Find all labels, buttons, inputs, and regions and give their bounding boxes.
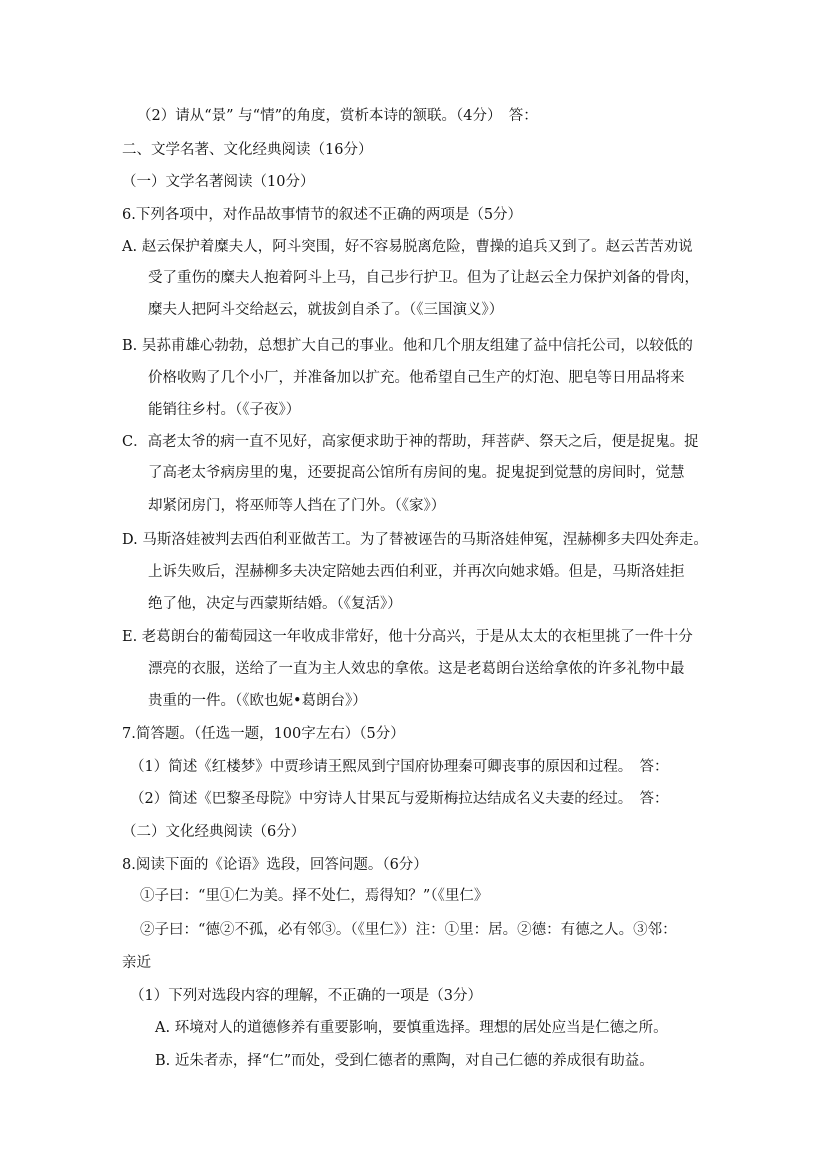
section-heading-2: 二、文学名著、文化经典阅读（16分） (122, 142, 373, 158)
question-8-option-b: B. 近朱者赤，择“仁”而处，受到仁德者的熏陶，对自己仁德的养成很有助益。 (155, 1053, 654, 1069)
analects-excerpt-2-cont: 亲近 (122, 955, 151, 971)
option-c-line-2: 了高老太爷病房里的鬼，还要捉高公馆所有房间的鬼。捉鬼捉到觉慧的房间时，觉慧 (148, 465, 685, 481)
question-8-option-a: A. 环境对人的道德修养有重要影响，要慎重选择。理想的居处应当是仁德之所。 (155, 1020, 668, 1036)
subsection-heading-2: （二）文化经典阅读（6分） (122, 824, 306, 840)
option-c-line-1: C．高老太爷的病一直不见好，高家便求助于神的帮助，拜菩萨、祭天之后，便是捉鬼。捉 (122, 434, 699, 450)
question-7-option-1: （1）简述《红楼梦》中贾珍请王熙凤到宁国府协理秦可卿丧事的原因和过程。 答： (130, 759, 669, 775)
question-7: 7.简答题。（任选一题，100字左右）（5分） (122, 726, 405, 742)
question-7-option-2: （2）简述《巴黎圣母院》中穷诗人甘果瓦与爱斯梅拉达结成名义夫妻的经过。 答： (130, 791, 669, 807)
option-a-line-1: A. 赵云保护着糜夫人，阿斗突围，好不容易脱离危险，曹操的追兵又到了。赵云苦苦劝说 (122, 239, 693, 255)
option-d-line-1: D. 马斯洛娃被判去西伯利亚做苦工。为了替被诬告的马斯洛娃伸冤，涅赫柳多夫四处奔走。 (122, 532, 708, 548)
option-a-line-2: 受了重伤的糜夫人抱着阿斗上马，自己步行护卫。但为了让赵云全力保护刘备的骨肉， (148, 270, 699, 286)
analects-excerpt-1: ①子曰：“里①仁为美。择不处仁，焉得知？”（《里仁》 (140, 888, 489, 904)
option-e-line-3: 贵重的一件。（《欧也妮•葛朗台》） (148, 693, 367, 709)
option-a-line-3: 糜夫人把阿斗交给赵云，就拔剑自杀了。（《三国演义》） (148, 302, 504, 318)
option-b-line-1: B. 吴荪甫雄心勃勃，总想扩大自己的事业。他和几个朋友组建了益中信托公司，以较低的 (122, 338, 693, 354)
question-8: 8.阅读下面的《论语》选段，回答问题。（6分） (122, 857, 428, 873)
poem-question-2: （2）请从“景” 与“情”的角度，赏析本诗的颔联。（4分） 答： (137, 108, 538, 124)
option-d-line-3: 绝了他，决定与西蒙斯结婚。（《复活》） (148, 596, 402, 612)
option-b-line-2: 价格收购了几个小厂，并准备加以扩充。他希望自己生产的灯泡、肥皂等日用品将来 (148, 370, 685, 386)
option-c-line-3: 却紧闭房门，将巫师等人挡在了门外。（《家》） (148, 498, 446, 514)
question-6: 6.下列各项中，对作品故事情节的叙述不正确的两项是（5分） (122, 207, 523, 223)
subsection-heading-1: （一）文学名著阅读（10分） (122, 174, 315, 190)
option-d-line-2: 上诉失败后，涅赫柳多夫决定陪她去西伯利亚，并再次向她求婚。但是，马斯洛娃拒 (148, 564, 685, 580)
option-e-line-1: E. 老葛朗台的葡萄园这一年收成非常好，他十分高兴，于是从太太的衣柜里挑了一件十分 (122, 629, 693, 645)
option-b-line-3: 能销往乡村。（《子夜》） (148, 402, 301, 418)
question-8-sub-1: （1）下列对选段内容的理解，不正确的一项是（3分） (130, 988, 482, 1004)
option-e-line-2: 漂亮的衣服，送给了一直为主人效忠的拿侬。这是老葛朗台送给拿侬的许多礼物中最 (148, 661, 685, 677)
analects-excerpt-2: ②子曰：“德②不孤，必有邻③。（《里仁》）注：①里：居。②德：有德之人。③邻： (140, 922, 677, 938)
